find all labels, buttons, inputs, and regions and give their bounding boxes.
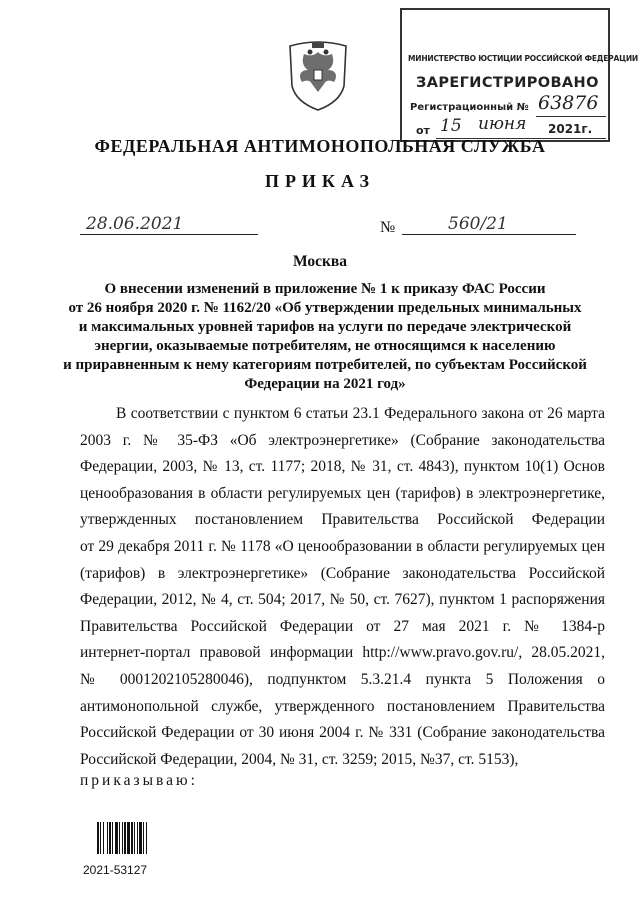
- body-line: утвержденных постановлением Правительства Российской Федерации: [80, 511, 605, 529]
- order-body: [80, 401, 605, 773]
- stamp-registered: ЗАРЕГИСТРИРОВАНО: [416, 75, 599, 91]
- body-line: Федерации, 2003, № 13, ст. 1177; 2018, № 31, ст. 4843), пунктом 10(1) Основ: [80, 458, 605, 476]
- stamp-date-prefix: от: [416, 124, 430, 137]
- state-emblem-icon: [282, 30, 354, 114]
- body-line: № 0001202105280046), подпунктом 5.3.21.4 пункта 5 Положения о: [80, 670, 605, 688]
- order-verb: приказываю:: [80, 772, 198, 789]
- body-line: интернет-портал правовой информации http://www.pravo.gov.ru/, 28.05.2021,: [80, 644, 605, 662]
- body-line: Российской Федерации, 2004, № 31, ст. 3259; 2015, №37, ст. 5153),: [80, 750, 519, 768]
- body-line: Федерации, 2012, № 4, ст. 504; 2017, № 50, ст. 7627), пунктом 1 распоряжения: [80, 591, 605, 609]
- stamp-date-year: 2021г.: [548, 122, 593, 136]
- body-line: ценообразования в области регулируемых цен (тарифов) в электроэнергетике,: [80, 484, 605, 502]
- body-line: В соответствии с пунктом 6 статьи 23.1 Федерального закона от 26 марта: [116, 405, 605, 422]
- stamp-reg-number: 63876: [538, 92, 599, 114]
- document-type: ПРИКАЗ: [264, 171, 376, 191]
- registration-stamp: [400, 8, 638, 142]
- stamp-date-day: 15: [440, 116, 462, 136]
- barcode-icon: [97, 822, 165, 854]
- stamp-ministry: МИНИСТЕРСТВО ЮСТИЦИИ РОССИЙСКОЙ ФЕДЕРАЦИИ: [408, 54, 638, 63]
- order-subject: [60, 280, 590, 394]
- document-id: 2021-53127: [83, 863, 148, 877]
- subject-line: от 26 ноября 2020 г. № 1162/20 «Об утверждении предельных минимальных: [68, 300, 582, 316]
- agency-name: ФЕДЕРАЛЬНАЯ АНТИМОНОПОЛЬНАЯ СЛУЖБА: [94, 136, 546, 156]
- order-date: 28.06.2021: [80, 214, 258, 235]
- subject-line: Федерации на 2021 год»: [244, 376, 406, 392]
- body-line: антимонопольной службе, утвержденного постановлением Правительства: [80, 697, 605, 715]
- stamp-date-month: июня: [478, 114, 527, 134]
- body-line: Правительства Российской Федерации от 27 мая 2021 г. № 1384-р: [80, 617, 605, 635]
- body-line: Российской Федерации от 30 июня 2004 г. № 331 (Собрание законодательства: [80, 724, 605, 742]
- subject-line: и приравненным к нему категориям потребителей, по субъектам Российской: [63, 357, 587, 373]
- body-line: (тарифов) в электроэнергетике» (Собрание законодательства Российской: [80, 564, 605, 582]
- subject-line: О внесении изменений в приложение № 1 к приказу ФАС России: [104, 281, 546, 297]
- order-number-label: №: [380, 219, 396, 236]
- order-number: 560/21: [402, 214, 576, 235]
- subject-line: и максимальных уровней тарифов на услуги по передаче электрической: [78, 319, 572, 335]
- body-line: от 29 декабря 2011 г. № 1178 «О ценообразовании в области регулируемых цен: [80, 537, 605, 555]
- body-line: 2003 г. № 35-ФЗ «Об электроэнергетике» (Собрание законодательства: [80, 431, 605, 449]
- city: Москва: [292, 253, 348, 270]
- stamp-reg-number-label: Регистрационный №: [410, 102, 529, 113]
- subject-line: энергии, оказываемые потребителям, не относящимся к населению: [94, 338, 556, 354]
